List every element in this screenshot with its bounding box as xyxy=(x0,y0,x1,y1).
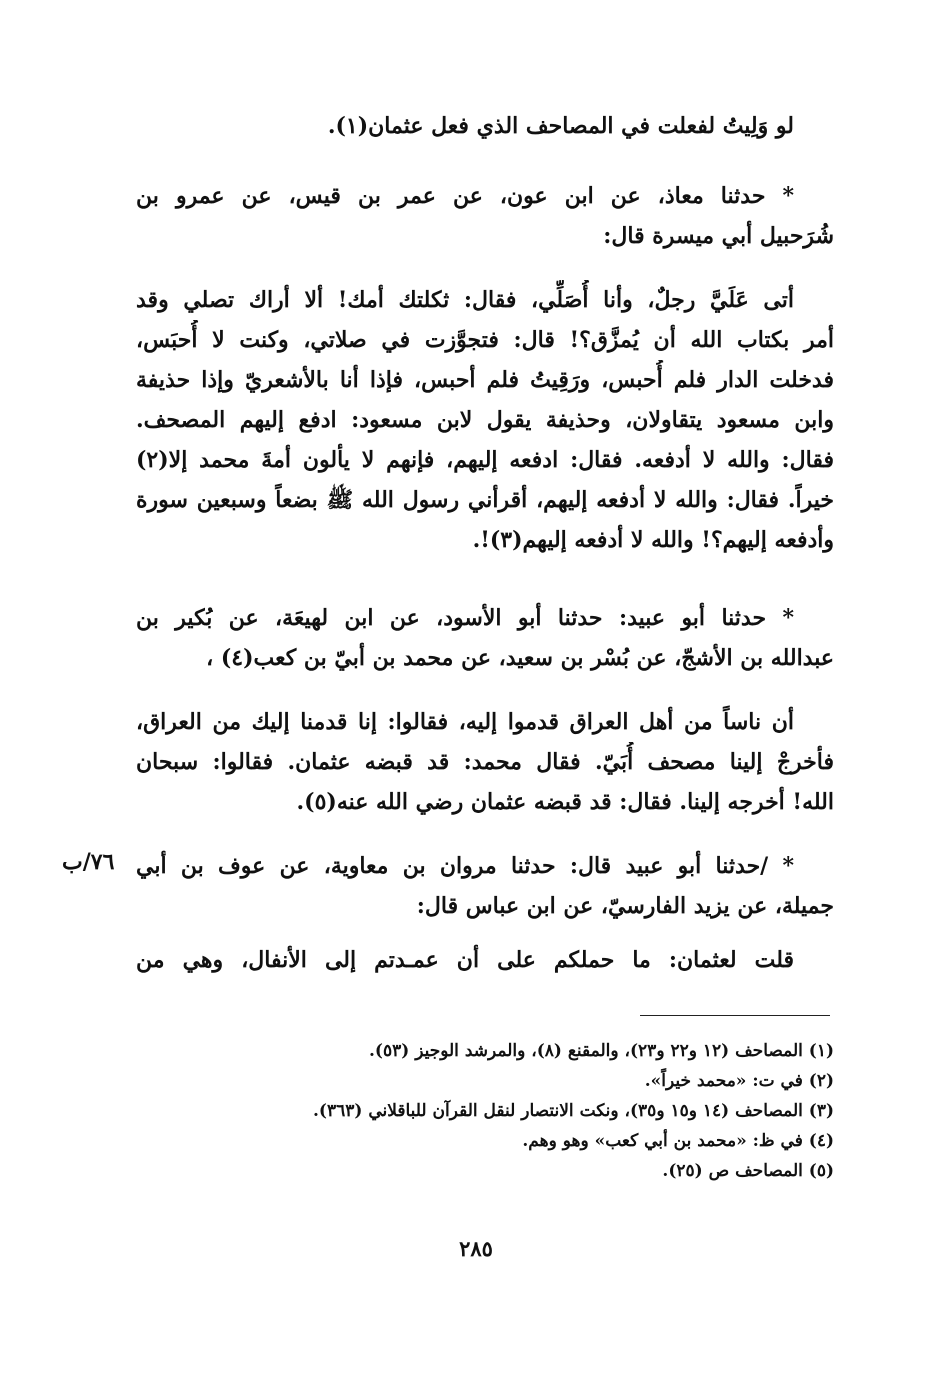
paragraph-6 xyxy=(136,846,834,926)
footnote: (٤) في ظ: «محمد بن أبي كعب» وهو وهم. xyxy=(522,1131,834,1151)
paragraph-4 xyxy=(136,598,834,678)
footnote: (٥) المصاحف ص (٢٥). xyxy=(662,1161,834,1181)
text-line: قلت لعثمان: ما حملكم على أن عمـدتم إلى الأنفال، وهي من xyxy=(136,947,794,973)
text-line: * /حدثنا أبو عبيد قال: حدثنا مروان بن معاوية، عن عوف بن أبي xyxy=(136,853,794,879)
footnote: (١) المصاحف (١٢ و٢٢ و٢٣)، والمقنع (٨)، والمرشد الوجيز (٥٣). xyxy=(369,1041,834,1061)
text-line: أمر بكتاب الله أن يُمزَّق؟! قال: فتجوَّزت في صلاتي، وكنت لا أُحبَس، xyxy=(136,327,834,353)
text-line: جميلة، عن يزيد الفارسيّ، عن ابن عباس قال: xyxy=(416,893,834,919)
text-line: * حدثنا معاذ، عن ابن عون، عن عمر بن قيس، عن عمرو بن xyxy=(136,183,794,209)
text-line: فدخلت الدار فلم أُحبس، ورَقِيتُ فلم أحبس، فإذا أنا بالأشعريّ وإذا حذيفة xyxy=(136,367,834,393)
text-line: خيراً. فقال: والله لا أدفعه إليهم، أقرأني رسول الله ﷺ بضعاً وسبعين سورة xyxy=(136,487,834,513)
paragraph-1 xyxy=(136,106,834,146)
manuscript-folio-note: ٧٦/ب xyxy=(62,849,115,875)
text-line: فأخرجْ إلينا مصحف أُبَيّ. فقال محمد: قد قبضه عثمان. فقالوا: سبحان xyxy=(136,749,834,775)
footnotes xyxy=(200,1036,834,1186)
text-line: وابن مسعود يتقاولان، وحذيفة يقول لابن مسعود: ادفع إليهم المصحف. xyxy=(136,407,834,433)
text-line: لو وَلِيتُ لفعلت في المصاحف الذي فعل عثمان(١). xyxy=(327,113,794,139)
paragraph-2 xyxy=(136,176,834,256)
footnote-divider xyxy=(640,1015,830,1016)
paragraph-5 xyxy=(136,702,834,822)
text-line: أن ناساً من أهل العراق قدموا إليه، فقالوا: إنا قدمنا إليك من العراق، xyxy=(136,709,794,735)
text-line: * حدثنا أبو عبيد: حدثنا أبو الأسود، عن ابن لهيعَة، عن بُكير بن xyxy=(136,605,794,631)
text-line: الله! أخرجه إلينا. فقال: قد قبضه عثمان رضي الله عنه(٥). xyxy=(296,789,834,815)
text-line: عبدالله بن الأشجّ، عن بُسْر بن سعيد، عن محمد بن أبيّ بن كعب(٤) ، xyxy=(206,645,834,671)
footnote: (٢) في ت: «محمد خيراً». xyxy=(644,1071,834,1091)
paragraph-3 xyxy=(136,280,834,560)
text-line: فقال: والله لا أدفعه. فقال: ادفعه إليهم، فإنهم لا يألون أمةَ محمد إلا(٢) xyxy=(136,447,834,473)
footnote: (٣) المصاحف (١٤ و١٥ و٣٥)، ونكت الانتصار لنقل القرآن للباقلاني (٣٦٣). xyxy=(312,1101,834,1121)
page-number: ٢٨٥ xyxy=(459,1236,493,1261)
text-line: وأدفعه إليهم؟! والله لا أدفعه إليهم(٣)!. xyxy=(472,527,834,553)
text-line: شُرَحبيل أبي ميسرة قال: xyxy=(603,223,834,249)
text-line: أتى عَلَيَّ رجلٌ، وأنا أُصَلِّي، فقال: ثكلتك أمك! ألا أراك تصلي وقد xyxy=(136,287,794,313)
paragraph-7 xyxy=(136,940,834,980)
